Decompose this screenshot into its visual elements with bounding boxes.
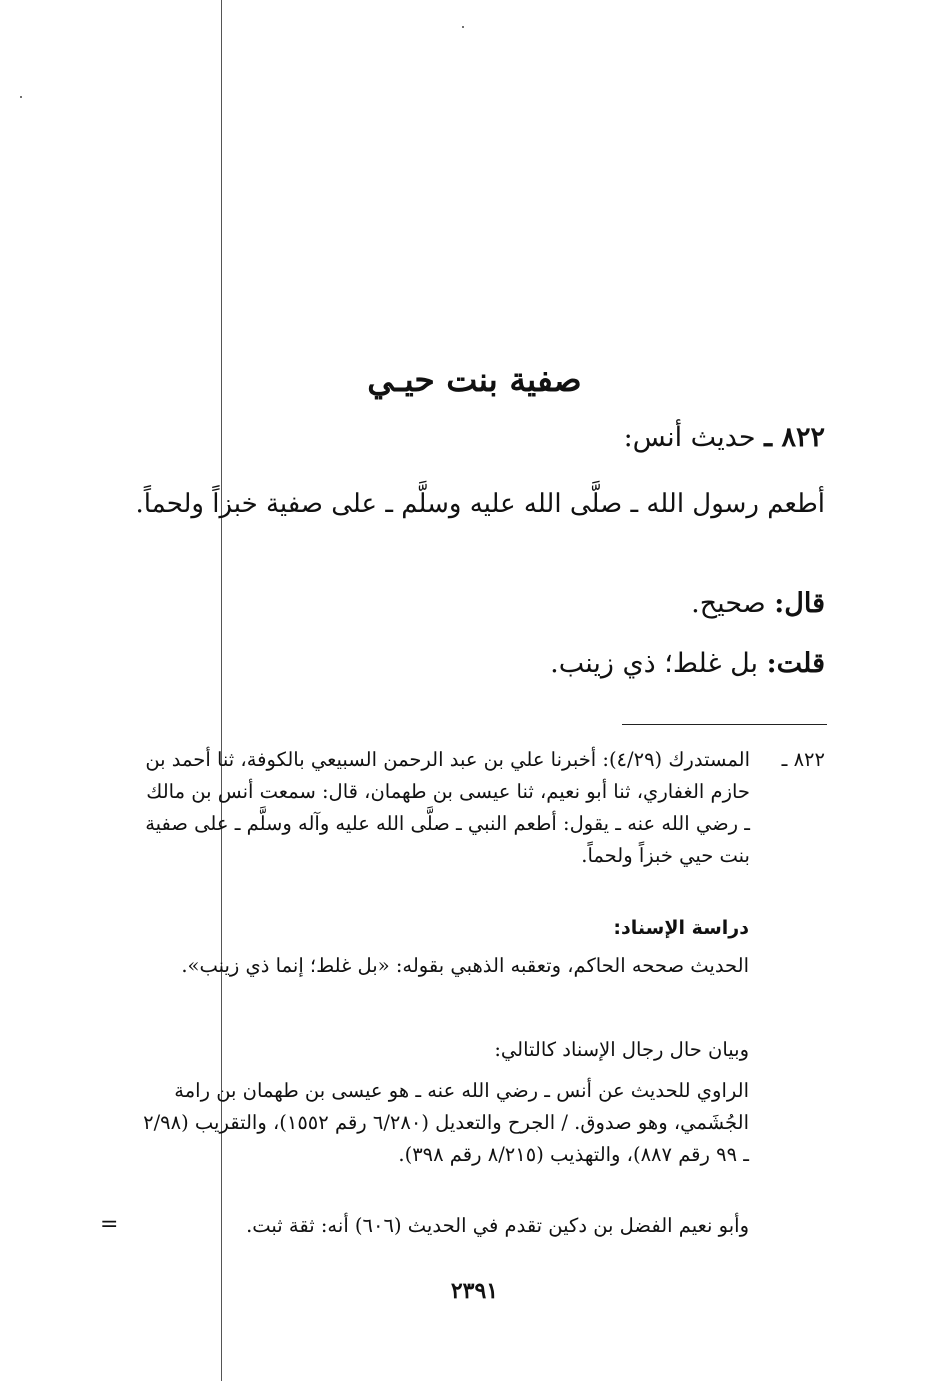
qultu-text: بل غلط؛ ذي زينب.: [550, 648, 759, 679]
qultu-label: قلت:: [766, 648, 825, 679]
page-number: ٢٣٩١: [450, 1278, 499, 1304]
footnote-number: ٨٢٢ ـ: [781, 748, 825, 771]
qala-text: صحيح.: [691, 588, 766, 619]
scan-artifact-line: [221, 0, 222, 1381]
qultu-line: [550, 648, 825, 679]
study-paragraph-4: وأبو نعيم الفضل بن دكين تقدم في الحديث (٦٠٦) أنه: ثقة ثبت.: [246, 1214, 749, 1237]
hadith-heading: [624, 422, 825, 453]
qala-line: [691, 588, 825, 619]
study-paragraph-2: وبيان حال رجال الإسناد كالتالي:: [494, 1038, 749, 1061]
footnote-divider: [622, 724, 827, 725]
scan-speck: [462, 26, 464, 28]
page-title: صفية بنت حيـي: [367, 360, 582, 399]
hadith-heading-text: حديث أنس:: [623, 422, 756, 453]
study-title: دراسة الإسناد:: [613, 917, 749, 939]
hadith-number: ٨٢٢ ـ: [764, 422, 825, 453]
study-paragraph-3: الراوي للحديث عن أنس ـ رضي الله عنه ـ هو عيسى بن طهمان بن رامة الجُشَمي، وهو صدوق. / الجرح والتعديل (٦/٢٨٠ رقم ١٥٥٢)، والتقريب (٢/٩٨ ـ ٩٩ رقم ٨٨٧)، والتهذيب (٨/٢١٥ رقم ٣٩٨).: [143, 1079, 749, 1166]
hadith-text: أطعم رسول الله ـ صلَّى الله عليه وسلَّم ـ على صفية خبزاً ولحماً.: [135, 489, 825, 519]
scan-speck: [20, 96, 22, 98]
footnote: [135, 744, 825, 872]
footnote-text: المستدرك (٤/٢٩): أخبرنا علي بن عبد الرحمن السبيعي بالكوفة، ثنا أحمد بن حازم الغفاري، ثنا أبو نعيم، ثنا عيسى بن طهمان، قال: سمعت أنس بن مالك ـ رضي الله عنه ـ يقول: أطعم النبي ـ صلَّى الله عليه وآله وسلَّم ـ على صفية بنت حيي خبزاً ولحماً.: [145, 748, 750, 867]
qala-label: قال:: [774, 588, 825, 619]
continuation-mark: =: [100, 1212, 119, 1237]
study-paragraph-1: الحديث صححه الحاكم، وتعقبه الذهبي بقوله: «بل غلط؛ إنما ذي زينب».: [181, 954, 749, 977]
